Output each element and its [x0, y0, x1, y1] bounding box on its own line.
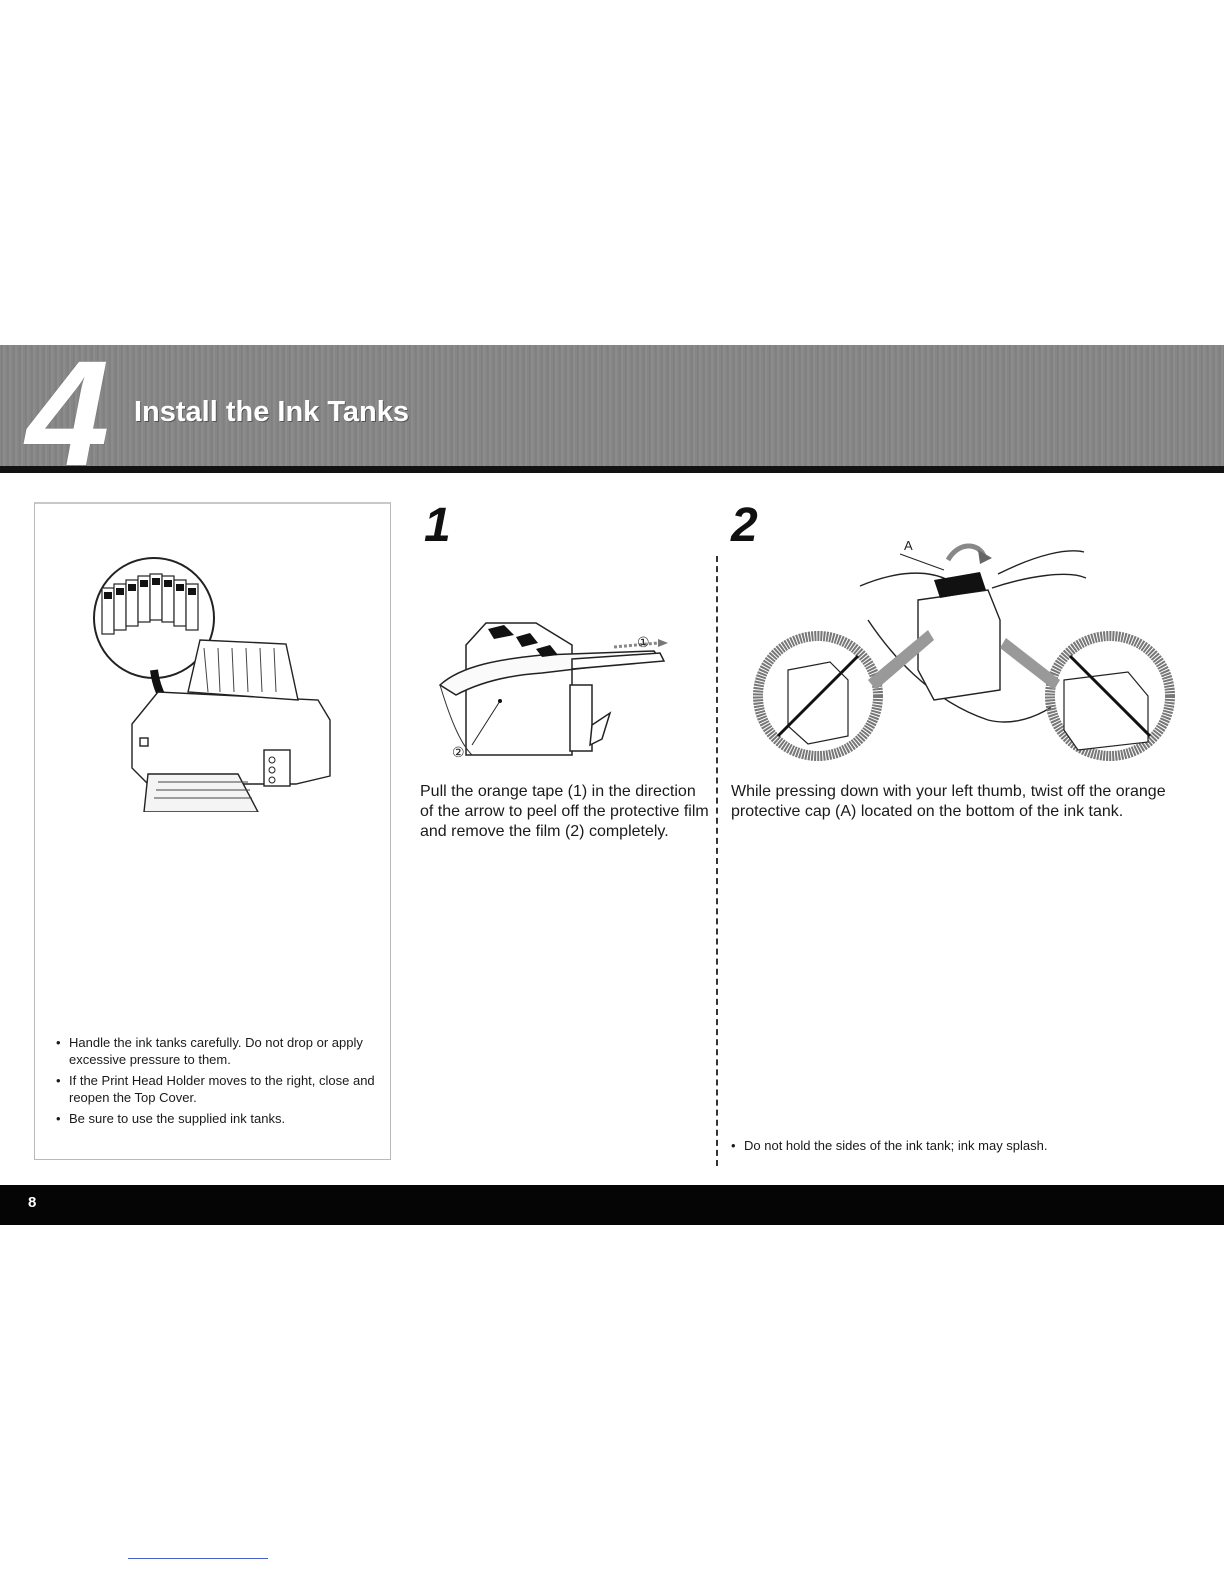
- step-1-illustration: [432, 615, 692, 765]
- zoom-circle-right: [1050, 636, 1170, 756]
- note-item: • If the Print Head Holder moves to the right, close and reopen the Top Cover.: [52, 1072, 382, 1106]
- step-2-note: • Do not hold the sides of the ink tank; ink may splash.: [731, 1137, 1194, 1154]
- section-title: Install the Ink Tanks: [134, 396, 410, 428]
- step-1-instructions: Pull the orange tape (1) in the direction of the arrow to peel off the protective film and remove the film (2) completely.: [420, 783, 709, 840]
- note-item: • Be sure to use the supplied ink tanks.: [52, 1110, 382, 1127]
- callout-film-label: ②: [452, 744, 465, 760]
- step-1-number: 1: [424, 499, 451, 552]
- section-number: 4: [26, 329, 104, 497]
- step-2-number: 2: [731, 499, 758, 552]
- footer-bar: [0, 1185, 1224, 1225]
- callout-tape-label: ①: [637, 634, 650, 650]
- note-list: [52, 1034, 382, 1131]
- step-2-instructions: While pressing down with your left thumb, twist off the orange protective cap (A) located on the bottom of the ink tank.: [731, 783, 1166, 820]
- callout-cap-label: A: [904, 538, 913, 553]
- page-number: 8: [28, 1194, 37, 1211]
- column-divider: [716, 556, 718, 1166]
- printer-illustration: [88, 552, 348, 812]
- step-2-illustration: [748, 530, 1180, 776]
- zoom-circle-left: [758, 636, 878, 756]
- note-item: • Handle the ink tanks carefully. Do not drop or apply excessive pressure to them.: [52, 1034, 382, 1068]
- bottom-divider-line: [128, 1558, 268, 1559]
- section-header-rule: [0, 466, 1224, 473]
